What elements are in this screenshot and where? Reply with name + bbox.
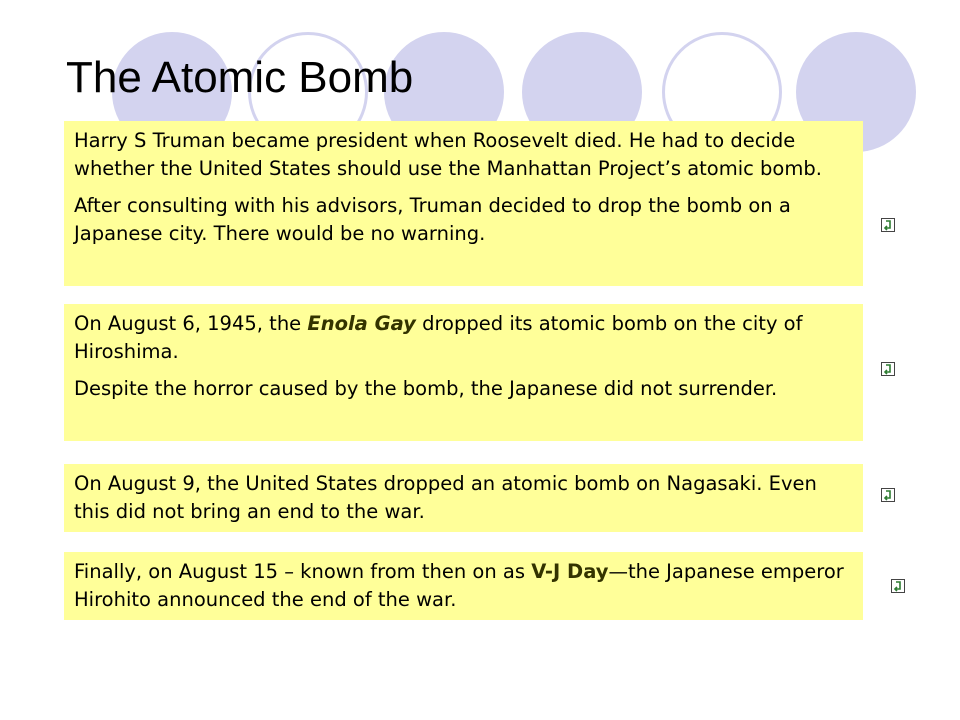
return-arrow-icon bbox=[892, 580, 904, 592]
slide-title: The Atomic Bomb bbox=[66, 53, 414, 102]
text-box-hiroshima bbox=[64, 304, 863, 441]
paragraph: Despite the horror caused by the bomb, the Japanese did not surrender. bbox=[74, 377, 778, 400]
return-arrow-button[interactable] bbox=[881, 362, 895, 376]
enola-gay-emphasis: Enola Gay bbox=[307, 312, 416, 335]
text-box-vj-day bbox=[64, 552, 863, 620]
paragraph: After consulting with his advisors, Truman decided to drop the bomb on a Japanese city. There would be no warning. bbox=[74, 194, 791, 245]
text-run: —the Japanese emperor Hirohito announced the end of the war. bbox=[74, 560, 844, 611]
return-arrow-button[interactable] bbox=[881, 488, 895, 502]
paragraph: Harry S Truman became president when Roosevelt died. He had to decide whether the United States should use the Manhattan Project’s atomic bomb. bbox=[74, 129, 822, 180]
text-run: On August 6, 1945, the bbox=[74, 312, 308, 335]
text-box-nagasaki bbox=[64, 464, 863, 532]
paragraph: On August 9, the United States dropped an atomic bomb on Nagasaki. Even this did not bring an end to the war. bbox=[74, 472, 817, 523]
return-arrow-button[interactable] bbox=[881, 218, 895, 232]
paragraph bbox=[74, 558, 853, 614]
vj-day-emphasis: V-J Day bbox=[531, 560, 609, 583]
return-arrow-icon bbox=[882, 489, 894, 501]
return-arrow-icon bbox=[882, 363, 894, 375]
return-arrow-button[interactable] bbox=[891, 579, 905, 593]
text-run: Finally, on August 15 – known from then on as bbox=[74, 560, 532, 583]
paragraph bbox=[74, 310, 853, 366]
return-arrow-icon bbox=[882, 219, 894, 231]
text-run: dropped its atomic bomb on the city of Hiroshima. bbox=[74, 312, 803, 363]
text-box-truman bbox=[64, 121, 863, 286]
